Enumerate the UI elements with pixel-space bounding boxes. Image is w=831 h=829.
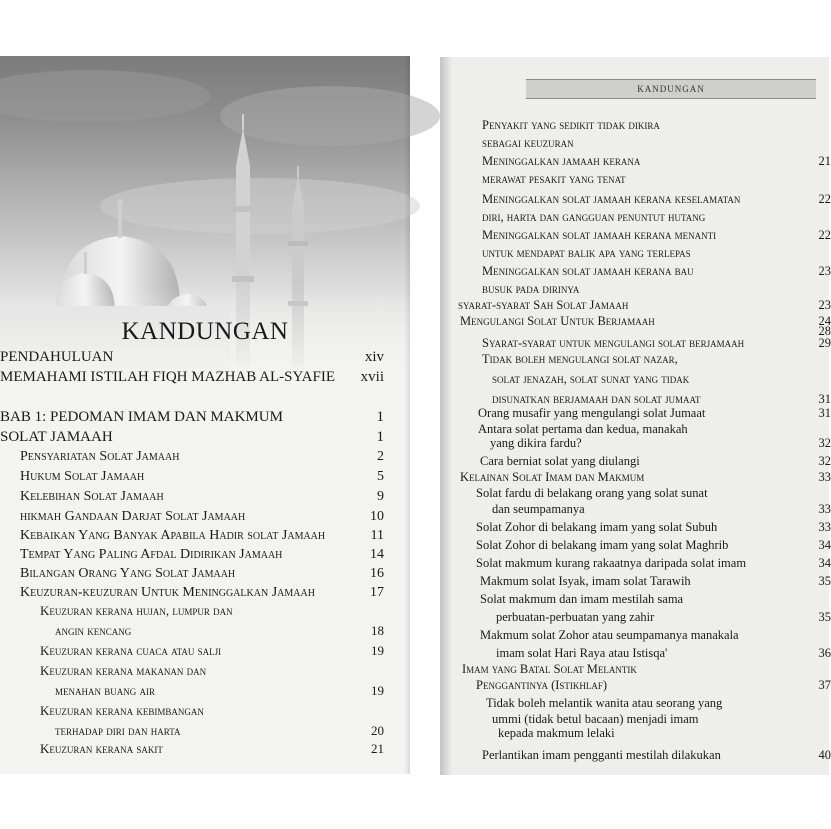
toc-entry-label: Meninggalkan solat jamaah kerana bau bbox=[482, 264, 694, 278]
toc-entry-label: Keuzuran kerana sakit bbox=[40, 741, 163, 756]
toc-entry-page: 5 bbox=[377, 469, 384, 484]
toc-entry-label: Mengulangi Solat Untuk Berjamaah bbox=[460, 314, 655, 328]
toc-entry-page: 33 bbox=[818, 520, 831, 534]
toc-entry-label: BAB 1: PEDOMAN IMAM DAN MAKMUM bbox=[0, 409, 283, 425]
toc-entry-page: 23 bbox=[818, 264, 831, 278]
toc-entry-label: Meninggalkan jamaah kerana bbox=[482, 154, 641, 168]
toc-entry-label: Solat makmum kurang rakaatnya daripada solat imam bbox=[476, 556, 747, 570]
toc-entry-label: menahan buang air bbox=[55, 683, 155, 698]
toc-entry-label: Solat Zohor di belakang imam yang solat Subuh bbox=[476, 520, 718, 534]
toc-entry-page: 1 bbox=[376, 429, 384, 445]
toc-entry-label: Keuzuran kerana hujan, lumpur dan bbox=[40, 603, 233, 618]
toc-entry-page: 28 bbox=[818, 324, 831, 338]
toc-entry-label: Kelainan Solat Imam dan Makmum bbox=[460, 470, 645, 484]
toc-entry-label: Tidak boleh melantik wanita atau seorang yang bbox=[486, 696, 723, 710]
toc-entry-page: 14 bbox=[370, 547, 384, 562]
toc-entry-label: Bilangan Orang Yang Solat Jamaah bbox=[20, 566, 236, 581]
toc-entry-page: 21 bbox=[371, 741, 384, 756]
toc-entry-label: diri, harta dan gangguan penuntut hutang bbox=[482, 210, 706, 224]
running-header bbox=[526, 79, 816, 99]
toc-entry-page: 34 bbox=[818, 538, 831, 552]
page-gutter-shadow bbox=[440, 57, 452, 775]
toc-entry-label: Solat fardu di belakang orang yang solat sunat bbox=[476, 486, 708, 500]
toc-entry-page: 20 bbox=[371, 723, 384, 738]
toc-entry-label: ummi (tidak betul bacaan) menjadi imam bbox=[492, 712, 699, 726]
toc-entry-label: Kelebihan Solat Jamaah bbox=[20, 489, 164, 504]
toc-entry-page: xiv bbox=[364, 349, 384, 365]
toc-entry-page: 32 bbox=[818, 454, 831, 468]
toc-entry-page: 17 bbox=[370, 585, 384, 600]
toc-entry-label: Cara berniat solat yang diulangi bbox=[480, 454, 640, 468]
toc-entry-label: Keuzuran-keuzuran Untuk Meninggalkan Jamaah bbox=[20, 585, 315, 600]
toc-entry-label: merawat pesakit yang tenat bbox=[482, 172, 626, 186]
toc-entry-label: Meninggalkan solat jamaah kerana menanti bbox=[482, 228, 717, 242]
toc-entry-label: Perlantikan imam pengganti mestilah dilakukan bbox=[482, 748, 721, 762]
toc-title: KANDUNGAN bbox=[121, 318, 289, 345]
toc-entry-page: 2 bbox=[377, 449, 384, 464]
toc-entry-label: Makmum solat Zohor atau seumpamanya manakala bbox=[480, 628, 739, 642]
toc-entry-label: disunatkan berjamaah dan solat jumaat bbox=[492, 392, 701, 406]
toc-entry-page: 36 bbox=[818, 646, 831, 660]
toc-entry-label: Keuzuran kerana cuaca atau salji bbox=[40, 643, 222, 658]
toc-entry-label: syarat-syarat Sah Solat Jamaah bbox=[458, 298, 629, 312]
toc-entry-label: perbuatan-perbuatan yang zahir bbox=[496, 610, 655, 624]
toc-entry-page: 35 bbox=[818, 574, 831, 588]
toc-entry-page: 22 bbox=[818, 192, 831, 206]
toc-entry-label: Keuzuran kerana kebimbangan bbox=[40, 703, 204, 718]
toc-entry-page: 37 bbox=[818, 678, 831, 692]
toc-entry-page: 21 bbox=[818, 154, 831, 168]
left-page bbox=[0, 56, 410, 774]
toc-entry-page: 11 bbox=[370, 528, 384, 543]
toc-entry-label: Tempat Yang Paling Afdal Didirikan Jamaah bbox=[20, 547, 283, 562]
toc-entry-label: yang dikira fardu? bbox=[490, 436, 582, 450]
toc-entry-page: 33 bbox=[818, 502, 831, 516]
toc-entry-label: Tidak boleh mengulangi solat nazar, bbox=[482, 352, 678, 366]
toc-entry-page: 10 bbox=[370, 509, 384, 524]
toc-entry-label: Antara solat pertama dan kedua, manakah bbox=[478, 422, 688, 436]
toc-entry-label: Syarat-syarat untuk mengulangi solat berjamaah bbox=[482, 336, 745, 350]
toc-entry-page: 40 bbox=[818, 748, 831, 762]
toc-entry-label: Solat Zohor di belakang imam yang solat Maghrib bbox=[476, 538, 729, 552]
toc-entry-label: Penyakit yang sedikit tidak dikira bbox=[482, 118, 660, 132]
toc-entry-label: Hukum Solat Jamaah bbox=[20, 469, 145, 484]
toc-entry-label: Solat makmum dan imam mestilah sama bbox=[480, 592, 684, 606]
toc-entry-label: Kebaikan Yang Banyak Apabila Hadir solat Jamaah bbox=[20, 528, 326, 543]
toc-entry-page: 33 bbox=[818, 470, 831, 484]
toc-entry-page: 31 bbox=[818, 392, 831, 406]
toc-entry-page: 16 bbox=[370, 566, 384, 581]
toc-entry-page: 29 bbox=[818, 336, 831, 350]
toc-entry-label: dan seumpamanya bbox=[492, 502, 585, 516]
toc-entry-label: sebagai keuzuran bbox=[482, 136, 574, 150]
toc-entry-page: 22 bbox=[818, 228, 831, 242]
toc-entry-page: xvii bbox=[360, 369, 384, 385]
toc-entry-label: angin kencang bbox=[55, 623, 132, 638]
toc-entry-label: Orang musafir yang mengulangi solat Jumaat bbox=[478, 406, 706, 420]
toc-entry-label: Imam yang Batal Solat Melantik bbox=[462, 662, 637, 676]
toc-entry-label: terhadap diri dan harta bbox=[55, 723, 181, 738]
toc-entry-page: 18 bbox=[371, 623, 384, 638]
toc-entry-page: 31 bbox=[818, 406, 831, 420]
toc-entry-page: 32 bbox=[818, 436, 831, 450]
toc-entry-label: busuk pada dirinya bbox=[482, 282, 580, 296]
toc-entry-label: Penggantinya (Istikhlaf) bbox=[476, 678, 608, 692]
toc-entry-label: imam solat Hari Raya atau Istisqa' bbox=[496, 646, 668, 660]
toc-entry-label: Pensyariatan Solat Jamaah bbox=[20, 449, 180, 464]
running-header-title: KANDUNGAN bbox=[637, 84, 705, 94]
toc-entry-label: Keuzuran kerana makanan dan bbox=[40, 663, 207, 678]
toc-entry-label: SOLAT JAMAAH bbox=[0, 429, 113, 445]
toc-entry-page: 9 bbox=[377, 489, 384, 504]
toc-entry-label: Meninggalkan solat jamaah kerana keselamatan bbox=[482, 192, 741, 206]
toc-entry-page: 19 bbox=[371, 683, 384, 698]
toc-entry-page: 35 bbox=[818, 610, 831, 624]
toc-entry-page: 24 bbox=[818, 314, 831, 328]
toc-entry-page: 34 bbox=[818, 556, 831, 570]
toc-entry-page: 1 bbox=[376, 409, 384, 425]
toc-entry-page: 23 bbox=[818, 298, 831, 312]
toc-entry-label: PENDAHULUAN bbox=[0, 349, 114, 365]
toc-entry-label: kepada makmum lelaki bbox=[498, 726, 615, 740]
toc-entry-label: untuk mendapat balik apa yang terlepas bbox=[482, 246, 691, 260]
toc-entry-label: Makmum solat Isyak, imam solat Tarawih bbox=[480, 574, 691, 588]
toc-entry-page: 19 bbox=[371, 643, 384, 658]
right-page bbox=[440, 57, 829, 775]
toc-entry-label: MEMAHAMI ISTILAH FIQH MAZHAB AL-SYAFIE bbox=[0, 369, 336, 385]
toc-entry-label: hikmah Gandaan Darjat Solat Jamaah bbox=[20, 509, 246, 524]
page-edge-shadow bbox=[404, 56, 410, 774]
toc-entry-label: solat jenazah, solat sunat yang tidak bbox=[492, 372, 690, 386]
